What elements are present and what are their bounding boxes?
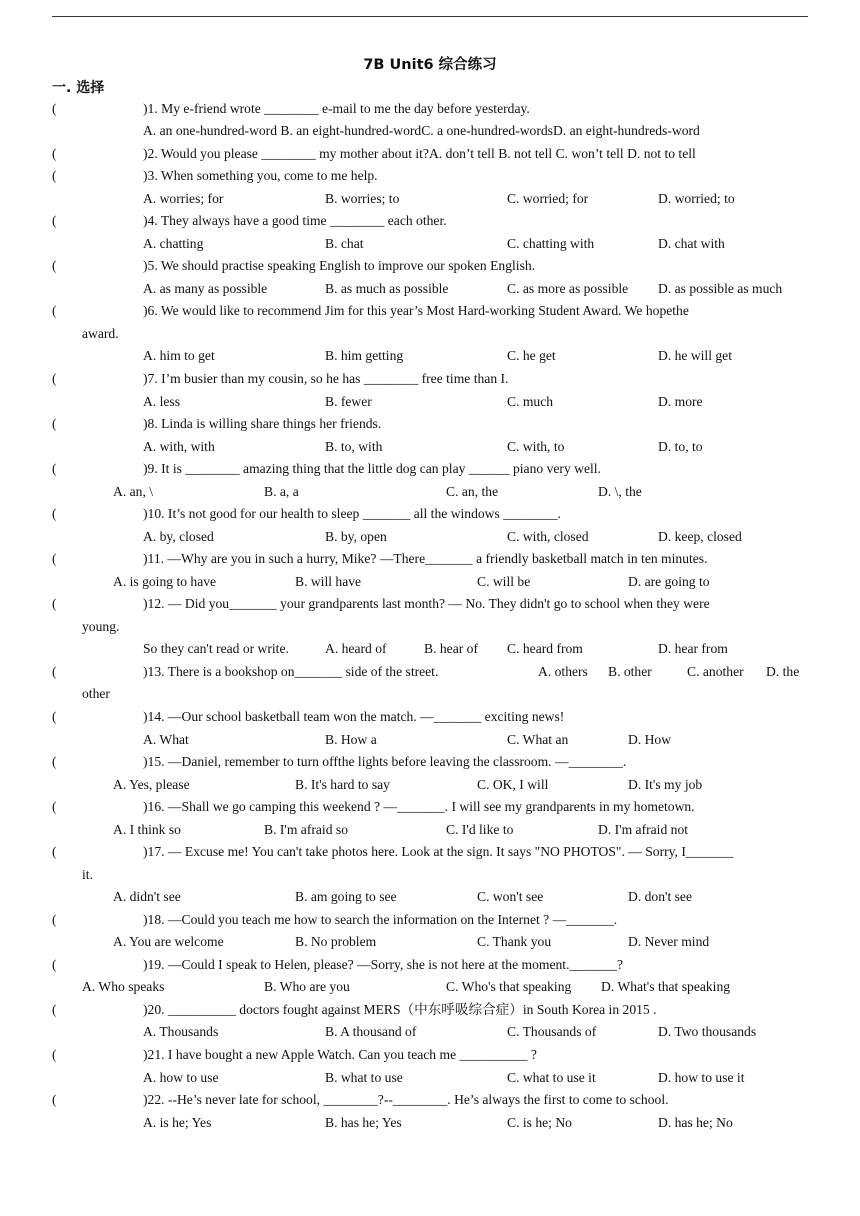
option-c: C. won't see	[477, 889, 544, 904]
section-heading: 一. 选择	[52, 80, 105, 96]
question-stem: )5. We should practise speaking English to improve our spoken English.	[143, 258, 536, 273]
option-a: A. What	[143, 732, 189, 747]
option-b: B. has he; Yes	[325, 1115, 402, 1130]
option-a: A. an, \	[113, 484, 154, 499]
answer-paren: (	[52, 1092, 57, 1107]
option-b: B. How a	[325, 732, 377, 747]
question-stem: )4. They always have a good time ________ each other.	[143, 213, 447, 228]
option-a: A. chatting	[143, 236, 204, 251]
answer-paren: (	[52, 754, 57, 769]
option-d: D. has he; No	[658, 1115, 733, 1130]
option-a: A. I think so	[113, 822, 181, 837]
option-b: B. will have	[295, 574, 362, 589]
question-stem: )18. —Could you teach me how to search the information on the Internet ? —_______.	[143, 912, 618, 927]
question-stem: )12. — Did you_______ your grandparents last month? — No. They didn't go to school when they were	[143, 596, 710, 611]
question-stem: )9. It is ________ amazing thing that the little dog can play ______ piano very well.	[143, 461, 601, 476]
option-d: D. how to use it	[658, 1070, 745, 1085]
option-d: D. the	[766, 664, 800, 679]
option-c: C. chatting with	[507, 236, 595, 251]
option-a: A. as many as possible	[143, 281, 268, 296]
question-stem-continuation: So they can't read or write.	[143, 641, 289, 656]
option-d: D. Two thousands	[658, 1024, 757, 1039]
question-stem: )15. —Daniel, remember to turn offthe lights before leaving the classroom. —________.	[143, 754, 627, 769]
option-b: B. am going to see	[295, 889, 397, 904]
option-d: D. How	[628, 732, 672, 747]
option-d: D. What's that speaking	[601, 979, 731, 994]
option-a: A. by, closed	[143, 529, 214, 544]
option-a: A. less	[143, 394, 181, 409]
answer-paren: (	[52, 303, 57, 318]
option-d: D. worried; to	[658, 191, 735, 206]
option-b: B. to, with	[325, 439, 383, 454]
option-a: A. Thousands	[143, 1024, 219, 1039]
option-b: B. fewer	[325, 394, 372, 409]
answer-paren: (	[52, 551, 57, 566]
option-c: C. as more as possible	[507, 281, 629, 296]
option-d: D. It's my job	[628, 777, 703, 792]
option-b: B. It's hard to say	[295, 777, 390, 792]
option-c: C. heard from	[507, 641, 583, 656]
answer-paren: (	[52, 1047, 57, 1062]
answer-paren: (	[52, 596, 57, 611]
option-a: A. with, with	[143, 439, 215, 454]
option-a: A. him to get	[143, 348, 215, 363]
option-b: B. what to use	[325, 1070, 403, 1085]
option-d: D. he will get	[658, 348, 732, 363]
option-b: B. I'm afraid so	[264, 822, 348, 837]
answer-paren: (	[52, 957, 57, 972]
question-stem: )7. I’m busier than my cousin, so he has ________ free time than I.	[143, 371, 509, 386]
question-stem: )8. Linda is willing share things her friends.	[143, 416, 382, 431]
option-d: D. to, to	[658, 439, 703, 454]
option-a: A. heard of	[325, 641, 387, 656]
answer-paren: (	[52, 258, 57, 273]
option-d: D. Never mind	[628, 934, 710, 949]
question-stem: )17. — Excuse me! You can't take photos here. Look at the sign. It says "NO PHOTOS". — Sorry, I_______	[143, 844, 734, 859]
question-stem-continuation: it.	[82, 867, 93, 882]
option-b: B. No problem	[295, 934, 377, 949]
answer-paren: (	[52, 1002, 57, 1017]
option-a: A. You are welcome	[113, 934, 224, 949]
answer-paren: (	[52, 101, 57, 116]
answer-paren: (	[52, 146, 57, 161]
question-stem: )10. It’s not good for our health to sleep _______ all the windows ________.	[143, 506, 561, 521]
question-stem: )11. —Why are you in such a hurry, Mike? —There_______ a friendly basketball match in ten minutes.	[143, 551, 708, 566]
question-stem: )16. —Shall we go camping this weekend ? —_______. I will see my grandparents in my hometown.	[143, 799, 695, 814]
option-b: B. hear of	[424, 641, 478, 656]
option-c: C. with, to	[507, 439, 565, 454]
option-b: B. as much as possible	[325, 281, 449, 296]
option-c: C. What an	[507, 732, 569, 747]
option-d-continuation: other	[82, 686, 110, 701]
option-c: C. Thank you	[477, 934, 552, 949]
option-c: C. Thousands of	[507, 1024, 597, 1039]
page-title: 7B Unit6 综合练习	[363, 57, 497, 73]
answer-paren: (	[52, 506, 57, 521]
question-stem: )3. When something you, come to me help.	[143, 168, 378, 183]
option-c: C. worried; for	[507, 191, 589, 206]
option-d: D. are going to	[628, 574, 710, 589]
option-a: A. is going to have	[113, 574, 217, 589]
option-d: D. more	[658, 394, 703, 409]
option-d: D. as possible as much	[658, 281, 783, 296]
answer-paren: (	[52, 799, 57, 814]
option-c: C. what to use it	[507, 1070, 596, 1085]
option-d: D. keep, closed	[658, 529, 742, 544]
header-rule	[52, 16, 808, 17]
question-stem-continuation: award.	[82, 326, 119, 341]
option-b: B. chat	[325, 236, 364, 251]
question-stem-continuation: young.	[82, 619, 120, 634]
option-b: B. Who are you	[264, 979, 350, 994]
option-a: A. didn't see	[113, 889, 181, 904]
option-b: B. A thousand of	[325, 1024, 417, 1039]
option-a: A. worries; for	[143, 191, 224, 206]
option-b: B. him getting	[325, 348, 404, 363]
option-c: C. with, closed	[507, 529, 589, 544]
answer-paren: (	[52, 664, 57, 679]
option-a: A. Yes, please	[113, 777, 190, 792]
answer-paren: (	[52, 709, 57, 724]
option-a: A. Who speaks	[82, 979, 165, 994]
option-c: C. Who's that speaking	[446, 979, 572, 994]
question-stem: )19. —Could I speak to Helen, please? —Sorry, she is not here at the moment._______?	[143, 957, 624, 972]
answer-paren: (	[52, 416, 57, 431]
option-c: C. an, the	[446, 484, 499, 499]
option-c: C. I'd like to	[446, 822, 514, 837]
question-options: A. an one-hundred-word B. an eight-hundred-wordC. a one-hundred-wordsD. an eight-hundreds-word	[143, 123, 700, 138]
option-c: C. much	[507, 394, 554, 409]
option-b: B. by, open	[325, 529, 387, 544]
option-d: D. don't see	[628, 889, 692, 904]
option-c: C. will be	[477, 574, 531, 589]
question-stem: )20. __________ doctors fought against MERS（中东呼吸综合症）in South Korea in 2015 .	[143, 1002, 657, 1017]
answer-paren: (	[52, 371, 57, 386]
option-b: B. worries; to	[325, 191, 400, 206]
question-stem: )21. I have bought a new Apple Watch. Can you teach me __________ ?	[143, 1047, 537, 1062]
option-b: B. other	[608, 664, 652, 679]
option-a: A. how to use	[143, 1070, 219, 1085]
answer-paren: (	[52, 844, 57, 859]
answer-paren: (	[52, 213, 57, 228]
option-c: C. another	[687, 664, 744, 679]
question-stem: )2. Would you please ________ my mother about it?A. don’t tell B. not tell C. won’t tell D. not to tell	[143, 146, 696, 161]
question-stem: )1. My e-friend wrote ________ e-mail to me the day before yesterday.	[143, 101, 530, 116]
answer-paren: (	[52, 912, 57, 927]
answer-paren: (	[52, 461, 57, 476]
question-stem: )6. We would like to recommend Jim for this year’s Most Hard-working Student Award. We hopethe	[143, 303, 689, 318]
option-d: D. I'm afraid not	[598, 822, 689, 837]
option-a: A. others	[538, 664, 588, 679]
option-d: D. chat with	[658, 236, 725, 251]
option-a: A. is he; Yes	[143, 1115, 212, 1130]
question-stem: )13. There is a bookshop on_______ side of the street.	[143, 664, 439, 679]
option-d: D. hear from	[658, 641, 728, 656]
option-c: C. he get	[507, 348, 556, 363]
question-stem: )22. --He’s never late for school, ________?--________. He’s always the first to come to school.	[143, 1092, 669, 1107]
question-stem: )14. —Our school basketball team won the match. —_______ exciting news!	[143, 709, 565, 724]
option-c: C. OK, I will	[477, 777, 549, 792]
option-c: C. is he; No	[507, 1115, 572, 1130]
answer-paren: (	[52, 168, 57, 183]
option-d: D. \, the	[598, 484, 642, 499]
option-b: B. a, a	[264, 484, 299, 499]
